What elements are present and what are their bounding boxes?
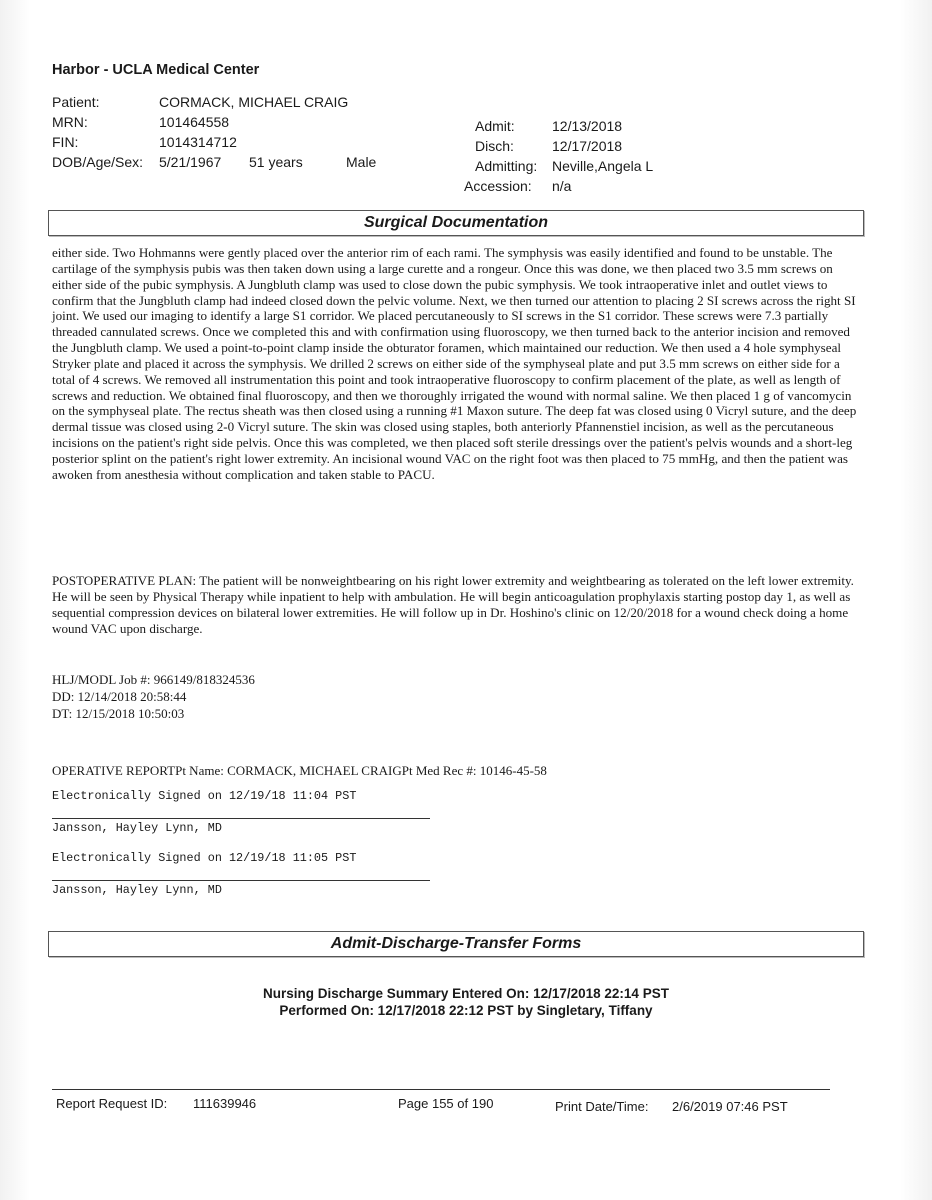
dob-value: 5/21/1967 (159, 154, 222, 170)
mrn-label: MRN: (52, 114, 88, 130)
dob-label: DOB/Age/Sex: (52, 154, 144, 170)
accession-value: n/a (552, 178, 572, 194)
dictation-dt: DT: 12/15/2018 10:50:03 (52, 706, 185, 721)
admitting-label: Admitting: (475, 158, 538, 174)
admit-date: 12/13/2018 (552, 118, 623, 134)
section-title: Surgical Documentation (363, 214, 549, 231)
narrative-paragraph: either side. Two Hohmanns were gently placed over the anterior rim of each rami. The symphysis was easily identified and found to be unstable. The cartilage of the symphysis pubis was then taken down using a large curette and a rongeur. Once this was done, we then placed two 3.5 mm screws on either side of the pubic symphysis. A Jungbluth clamp was used to close down the pubic symphysis. We took intraoperative inlet and outlet views to confirm that the Jungbluth clamp had indeed closed down the pelvic volume. Next, we then turned our attention to placing 2 SI screws across the right SI joint. We used our imaging to identify a large S1 corridor. We placed percutaneously to SI screws in the S1 corridor. These screws were 7.3 partially threaded cannulated screws. Once we completed this and with confirmation using fluoroscopy, we then turned back to the anterior incision and removed the Jungbluth clamp. We used a point-to-point clamp inside the obturator foramen, which maintained our reduction. We then used a 4 hole symphyseal Stryker plate and placed it across the symphysis. We drilled 2 screws on either side of the symphyseal plate and put 3.5 mm screws on either side for a total of 4 screws. We removed all instrumentation this point and took intraoperative fluoroscopy to confirm placement of the plate, as well as length of screws and reduction. We obtained final fluoroscopy, and then we thoroughly irrigated the wound with normal saline. We then placed 1 g of vancomycin on the symphyseal plate. The rectus sheath was then closed using a running #1 Maxon suture. The deep fat was closed using 0 Vicryl suture, and the deep dermal tissue was closed using 2-0 Vicryl suture. The skin was closed using staples, both anteriorly Pfannenstiel incision, as well as the percutaneous incisions on the patient's right side pelvis. Once this was completed, we then placed soft sterile dressings over the patient's pelvis wounds and a short-leg posterior splint on the patient's right lower extremity. An incisional wound VAC on the right foot was then placed to 75 mmHg, and then the patient was awoken from anesthesia without complication and taken stable to PACU. (52, 245, 857, 482)
signature-timestamp: Electronically Signed on 12/19/18 11:04 PST (52, 789, 357, 803)
dictation-job: HLJ/MODL Job #: 966149/818324536 (52, 672, 255, 687)
fin-value: 1014314712 (159, 134, 237, 150)
signer-name: Jansson, Hayley Lynn, MD (52, 821, 222, 835)
nursing-summary-performed: Performed On: 12/17/2018 22:12 PST by Singletary, Tiffany (279, 1003, 653, 1018)
signature-rule (52, 880, 430, 881)
age-value: 51 years (249, 154, 303, 170)
surgical-documentation-header (48, 210, 864, 236)
patient-label: Patient: (52, 94, 100, 110)
adt-forms-header (48, 931, 864, 957)
signer-name: Jansson, Hayley Lynn, MD (52, 883, 222, 897)
print-datetime-label: Print Date/Time: (555, 1099, 649, 1114)
report-request-id: 111639946 (193, 1096, 257, 1111)
report-request-label: Report Request ID: (56, 1096, 168, 1111)
page-number: Page 155 of 190 (398, 1096, 494, 1111)
dictation-dd: DD: 12/14/2018 20:58:44 (52, 689, 187, 704)
operative-report-line: OPERATIVE REPORTPt Name: CORMACK, MICHAEL CRAIGPt Med Rec #: 10146-45-58 (52, 763, 547, 778)
plan-paragraph: POSTOPERATIVE PLAN: The patient will be nonweightbearing on his right lower extremity and weightbearing as tolerated on the left lower extremity. He will be seen by Physical Therapy while inpatient to help with ambulation. He will begin anticoagulation prophylaxis starting postop day 1, as well as sequential compression devices on bilateral lower extremities. He will follow up in Dr. Hoshino's clinic on 12/20/2018 for a wound check doing a home wound VAC upon discharge. (52, 573, 854, 636)
postoperative-plan (52, 573, 858, 636)
facility-name: Harbor - UCLA Medical Center (52, 62, 260, 78)
disch-date: 12/17/2018 (552, 138, 623, 154)
patient-name: CORMACK, MICHAEL CRAIG (159, 94, 349, 110)
section-title: Admit-Discharge-Transfer Forms (330, 935, 582, 952)
print-datetime: 2/6/2019 07:46 PST (672, 1099, 788, 1114)
nursing-summary-entered: Nursing Discharge Summary Entered On: 12/17/2018 22:14 PST (263, 986, 669, 1001)
signature-timestamp: Electronically Signed on 12/19/18 11:05 PST (52, 851, 357, 865)
operative-narrative (52, 245, 858, 483)
sex-value: Male (346, 154, 377, 170)
signature-rule (52, 818, 430, 819)
fin-label: FIN: (52, 134, 79, 150)
mrn-value: 101464558 (159, 114, 230, 130)
accession-label: Accession: (464, 178, 532, 194)
admit-label: Admit: (475, 118, 515, 134)
admitting-physician: Neville,Angela L (552, 158, 654, 174)
disch-label: Disch: (475, 138, 514, 154)
footer-rule (52, 1089, 830, 1090)
